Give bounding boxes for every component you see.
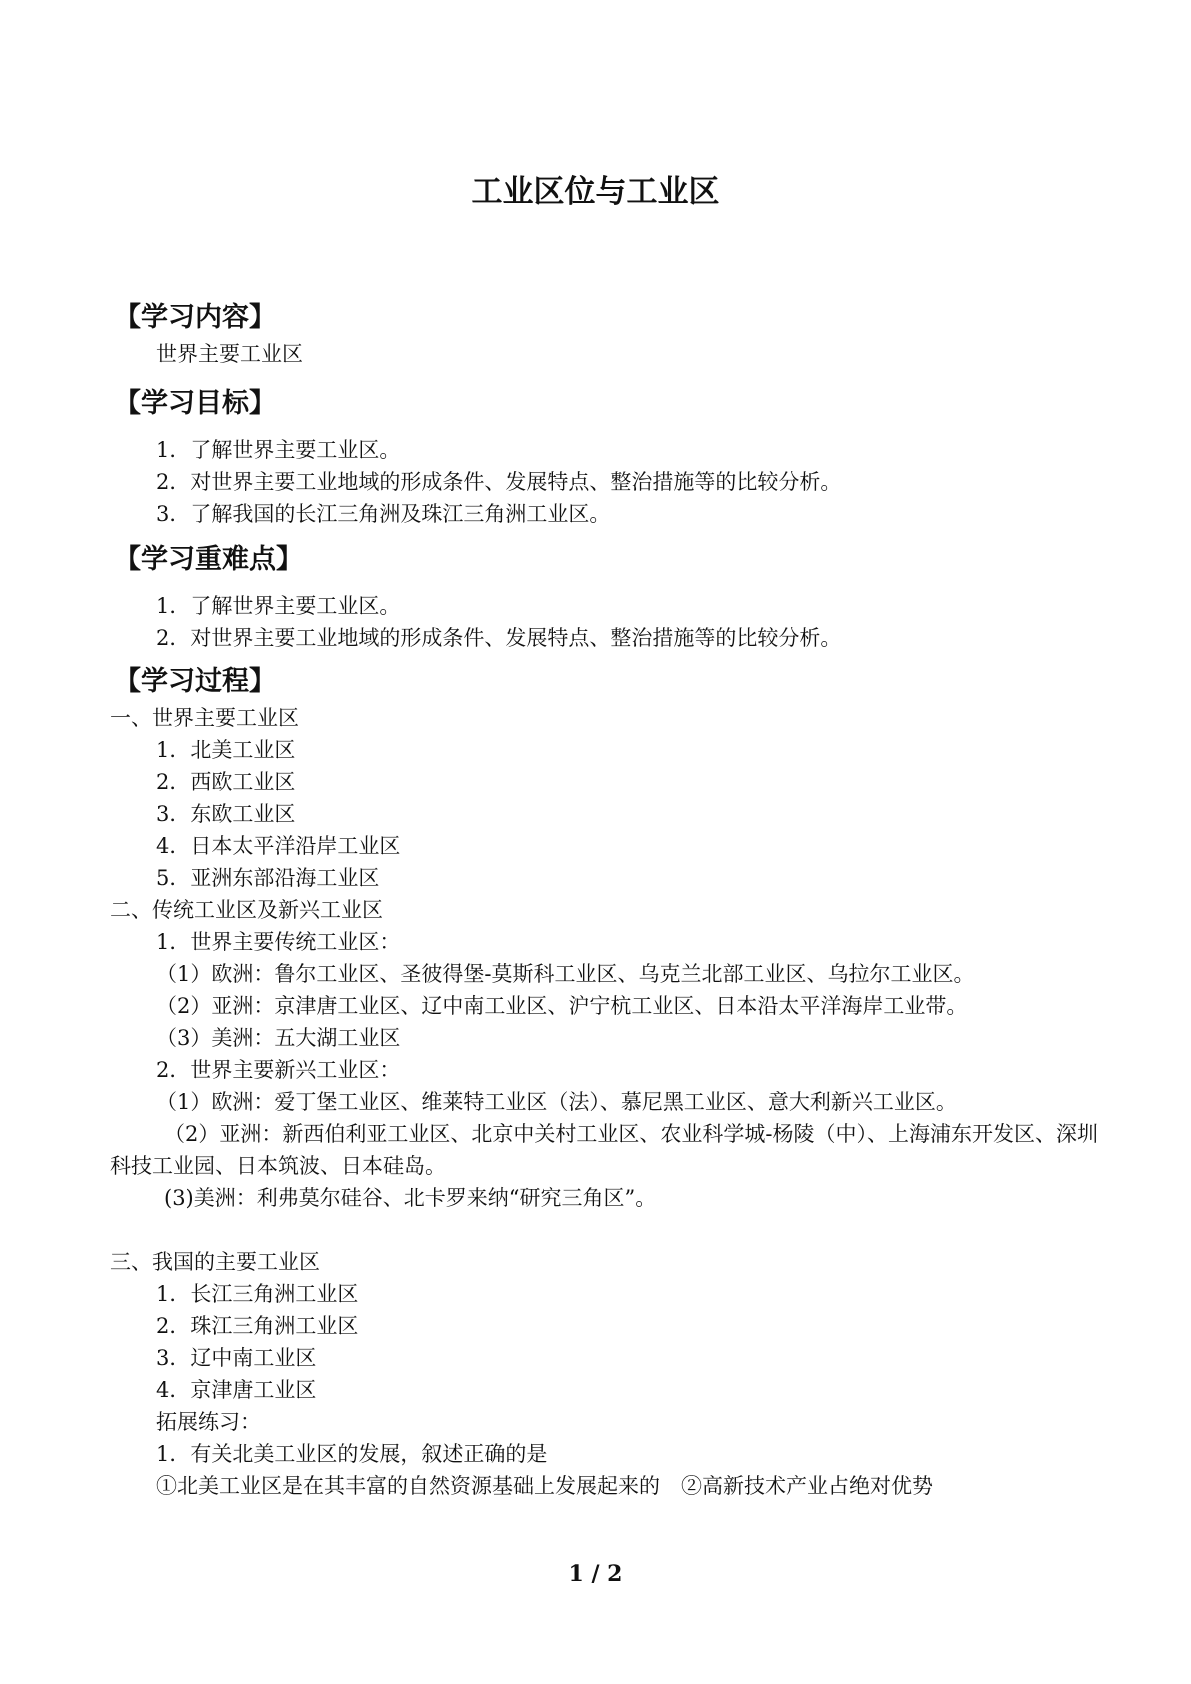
document-body	[110, 298, 1100, 1502]
exercise-question: 1．有关北美工业区的发展，叙述正确的是	[156, 1442, 548, 1466]
subsection-title: 1．世界主要传统工业区：	[156, 930, 401, 954]
list-item: （3）美洲：五大湖工业区	[156, 1026, 401, 1050]
content-item: 世界主要工业区	[156, 342, 303, 366]
list-item: （2）亚洲：新西伯利亚工业区、北京中关村工业区、农业科学城-杨陵（中）、上海浦东开发区、深圳科技工业园、日本筑波、日本硅岛。	[110, 1122, 1098, 1178]
list-item: （2）亚洲：京津唐工业区、辽中南工业区、沪宁杭工业区、日本沿太平洋海岸工业带。	[156, 994, 968, 1018]
document-title: 工业区位与工业区	[471, 174, 720, 210]
list-item: (3)美洲：利弗莫尔硅谷、北卡罗来纳“研究三角区”。	[164, 1186, 657, 1210]
list-item: （1）欧洲：爱丁堡工业区、维莱特工业区（法）、慕尼黑工业区、意大利新兴工业区。	[156, 1090, 957, 1114]
section-heading-goals: 【学习目标】	[114, 388, 276, 419]
list-item: 1．北美工业区	[156, 738, 296, 762]
keypoint-item: 2．对世界主要工业地域的形成条件、发展特点、整治措施等的比较分析。	[156, 626, 842, 650]
goal-item: 2．对世界主要工业地域的形成条件、发展特点、整治措施等的比较分析。	[156, 470, 842, 494]
part-title: 一、世界主要工业区	[110, 706, 299, 730]
section-heading-process: 【学习过程】	[114, 666, 276, 697]
list-item: 2．珠江三角洲工业区	[156, 1314, 359, 1338]
list-item: 5．亚洲东部沿海工业区	[156, 866, 380, 890]
exercise-title: 拓展练习：	[156, 1410, 261, 1434]
list-item: 3．辽中南工业区	[156, 1346, 317, 1370]
part-title: 三、我国的主要工业区	[110, 1250, 320, 1274]
page-number: 1 / 2	[568, 1561, 623, 1587]
list-item: （1）欧洲：鲁尔工业区、圣彼得堡-莫斯科工业区、乌克兰北部工业区、乌拉尔工业区。	[156, 962, 975, 986]
list-item: 3．东欧工业区	[156, 802, 296, 826]
section-heading-content: 【学习内容】	[114, 302, 276, 333]
list-item: 2．西欧工业区	[156, 770, 296, 794]
goal-item: 3．了解我国的长江三角洲及珠江三角洲工业区。	[156, 502, 611, 526]
list-item: 4．日本太平洋沿岸工业区	[156, 834, 401, 858]
subsection-title: 2．世界主要新兴工业区：	[156, 1058, 401, 1082]
exercise-options: ①北美工业区是在其丰富的自然资源基础上发展起来的 ②高新技术产业占绝对优势	[156, 1474, 933, 1498]
goal-item: 1．了解世界主要工业区。	[156, 438, 401, 462]
list-item: 1．长江三角洲工业区	[156, 1282, 359, 1306]
part-title: 二、传统工业区及新兴工业区	[110, 898, 383, 922]
keypoint-item: 1．了解世界主要工业区。	[156, 594, 401, 618]
section-heading-keypoints: 【学习重难点】	[114, 544, 303, 575]
list-item: 4．京津唐工业区	[156, 1378, 317, 1402]
